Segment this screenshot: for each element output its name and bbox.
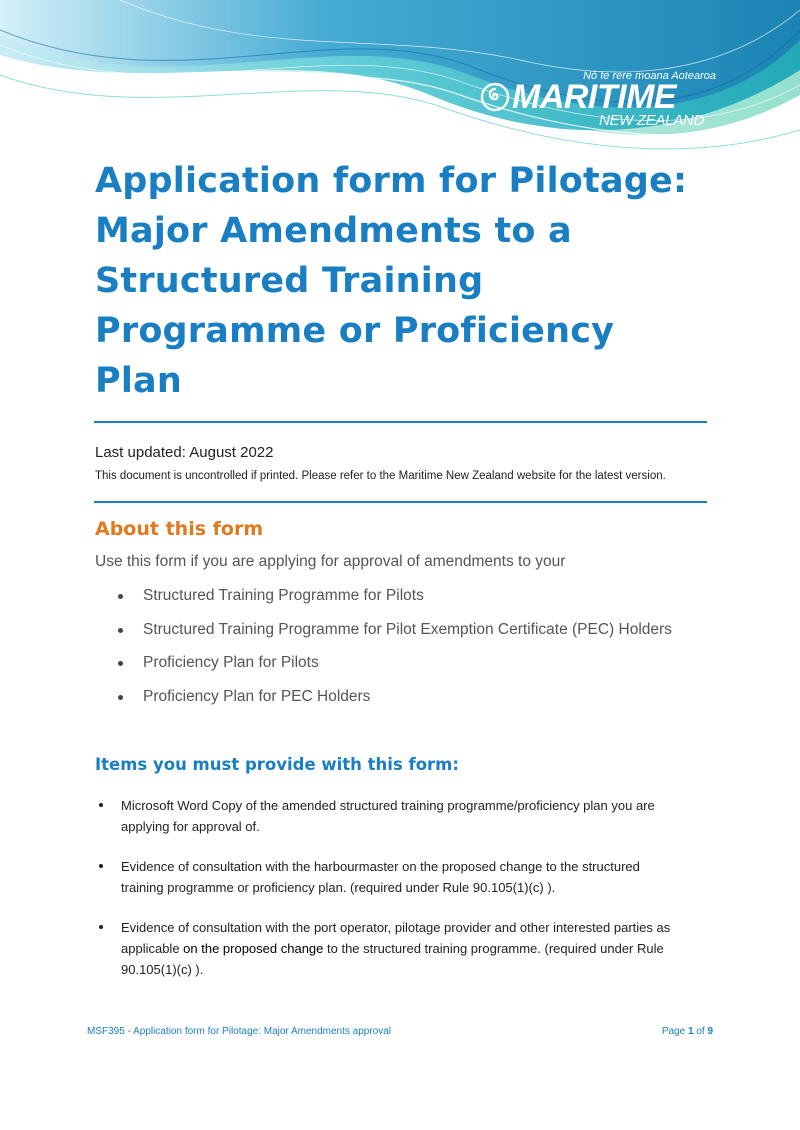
title-line: Major Amendments to a [95,211,572,251]
bullet-icon [118,661,123,666]
list-item-text: to the structured training programme. (required under Rule [323,941,664,956]
list-item-text: Structured Training Programme for Pilot Exemption Certificate (PEC) Holders [143,620,672,638]
list-item-text: Proficiency Plan for Pilots [143,654,319,671]
bullet-icon [99,803,103,807]
list-item-text: applying for approval of. [121,819,260,834]
list-item [118,686,672,720]
about-list [118,585,672,719]
koru-icon [480,82,510,112]
list-item-text: Structured Training Programme for Pilots [143,587,424,604]
items-heading: Items you must provide with this form: [95,755,459,774]
title-line: Structured Training [95,261,484,301]
about-heading: About this form [95,518,264,540]
about-intro: Use this form if you are applying for approval of amendments to your [95,553,566,570]
page-total: 9 [707,1026,713,1037]
page-of: of [696,1026,705,1037]
title-line: Plan [95,361,182,401]
page-title [95,156,735,406]
logo-tagline: Nō te rere moana Aotearoa [583,70,716,82]
logo-brand-sub: NEW ZEALAND [598,112,704,129]
uncontrolled-disclaimer: This document is uncontrolled if printed. Please refer to the Maritime New Zealand website for the latest version. [95,470,666,482]
list-item [96,795,696,837]
footer-page-number [662,1026,713,1037]
last-updated: Last updated: August 2022 [95,444,274,461]
bullet-icon [118,594,123,599]
page-word: Page [661,1026,686,1037]
list-item-text: Microsoft Word Copy of the amended structured training programme/proficiency plan you are [121,798,655,813]
list-item [118,652,672,686]
list-item-text: Evidence of consultation with the port operator, pilotage provider and other interested parties as [121,920,671,935]
logo-brand-main: MARITIME [512,78,677,116]
list-item-emphasis: on the proposed change [183,941,324,956]
list-item [96,917,696,980]
footer-doc-ref: MSF395 - Application form for Pilotage: Major Amendments approval [87,1026,392,1037]
list-item-text: Evidence of consultation with the harbourmaster on the proposed change to the structured [121,859,640,874]
list-item-text: training programme or proficiency plan. (required under Rule 90.105(1)(c) ). [121,880,556,895]
list-item-text: 90.105(1)(c) ). [121,962,204,977]
bullet-icon [99,864,103,868]
list-item [96,856,696,898]
list-item [118,585,672,619]
list-item-text: Proficiency Plan for PEC Holders [143,687,371,705]
list-item-text: applicable [121,941,184,956]
bullet-icon [118,628,123,633]
maritime-nz-logo [476,70,716,132]
title-line: Application form for Pilotage: [95,161,688,201]
required-items-list [96,795,696,980]
title-divider [94,421,707,423]
title-line: Programme or Proficiency [95,311,615,351]
page-current: 1 [687,1026,694,1037]
bullet-icon [99,925,103,929]
list-item [118,619,672,653]
bullet-icon [118,695,123,700]
meta-divider [94,501,707,503]
